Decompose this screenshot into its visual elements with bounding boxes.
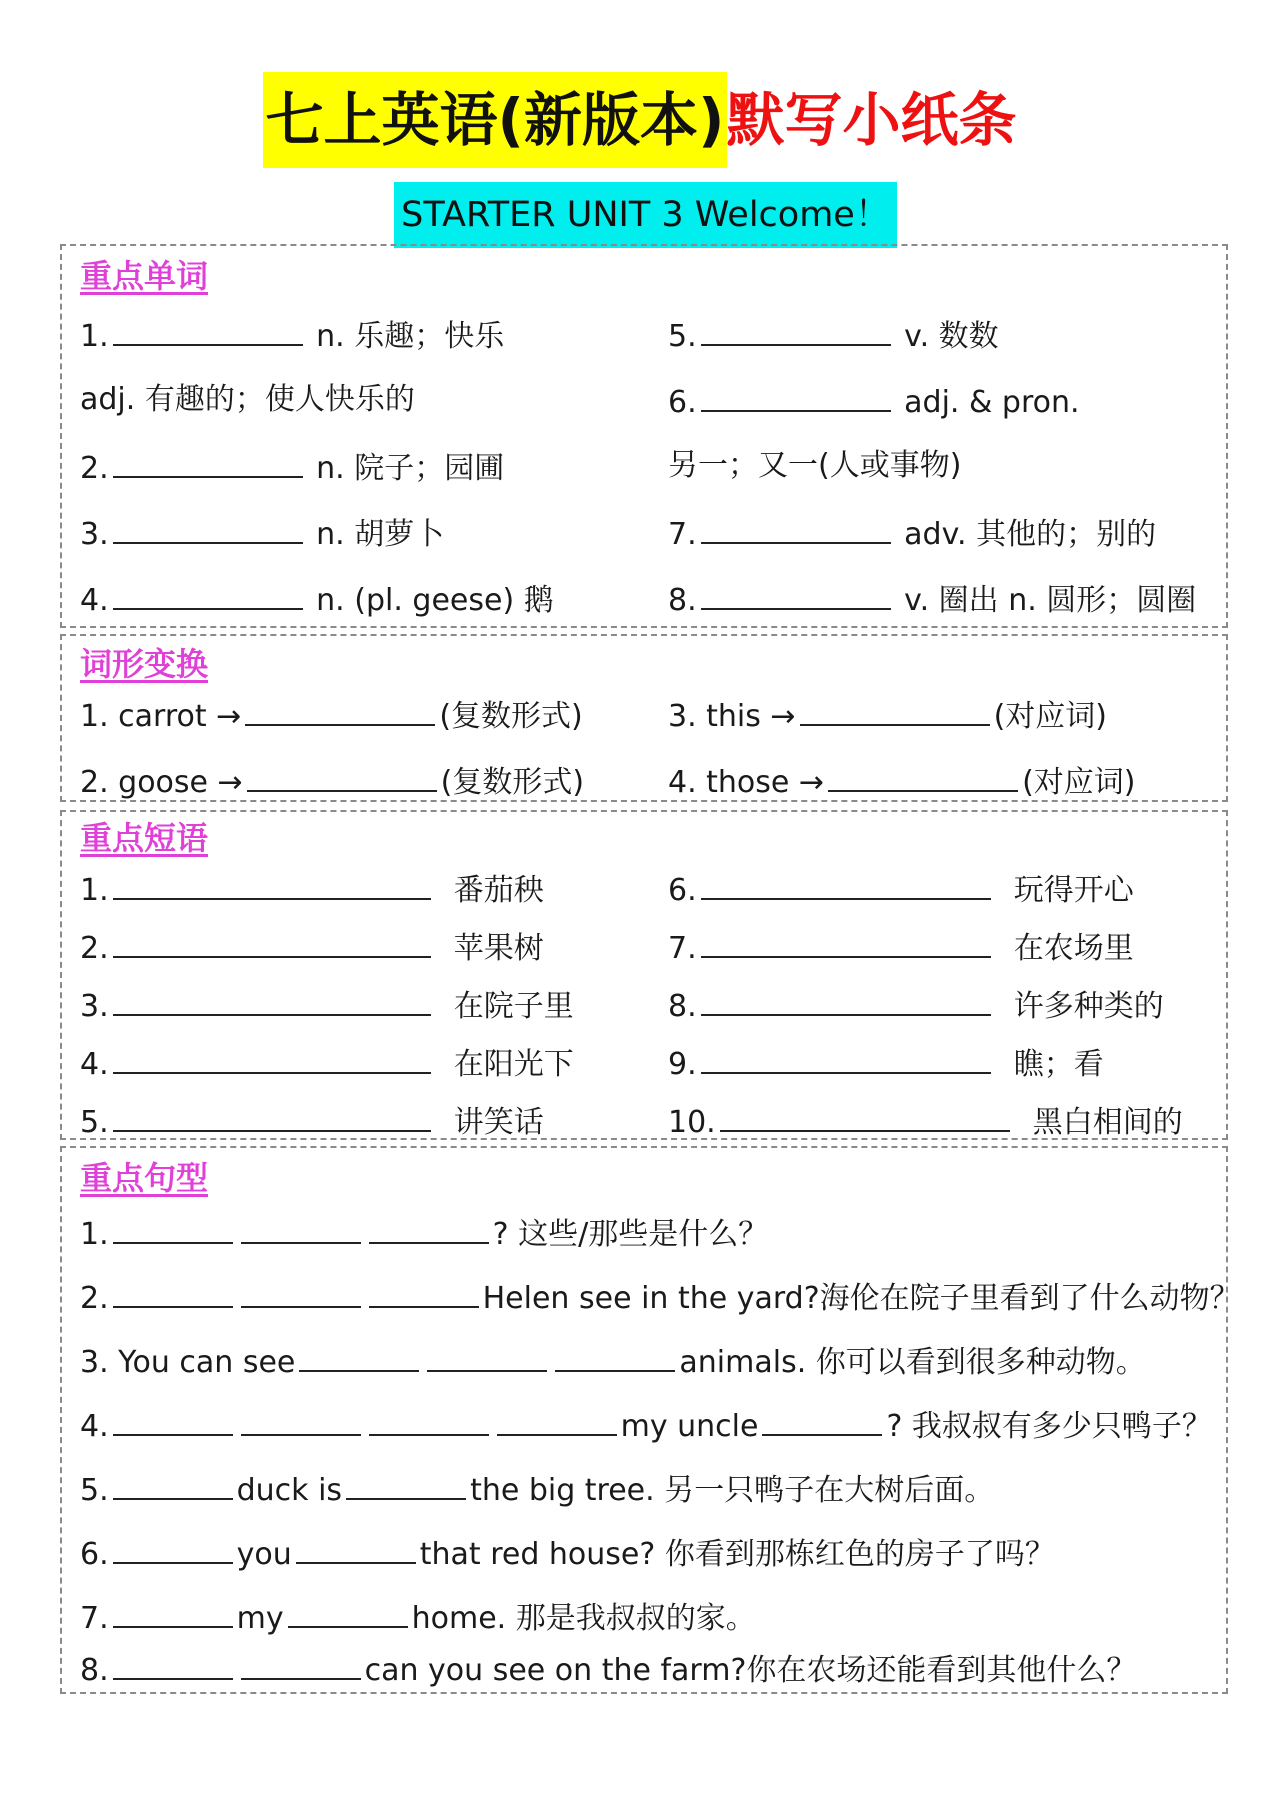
answer-blank[interactable] [720, 1100, 1010, 1132]
word-item-1: 1. n. 乐趣；快乐 [80, 314, 504, 357]
answer-blank[interactable] [113, 1212, 233, 1244]
phrases-heading: 重点短语 [80, 819, 209, 857]
answer-blank[interactable] [369, 1404, 489, 1436]
answer-blank[interactable] [701, 578, 891, 610]
word-item-8: 8. v. 圈出 n. 圆形；圆圈 [668, 578, 1196, 621]
answer-blank[interactable] [369, 1212, 489, 1244]
answer-blank[interactable] [113, 1042, 431, 1074]
answer-blank[interactable] [241, 1212, 361, 1244]
sentence-item-7: 7. my home. 那是我叔叔的家。 [80, 1596, 756, 1639]
answer-blank[interactable] [701, 512, 891, 544]
phrase-item-1: 1. 番茄秧 [80, 868, 544, 911]
answer-blank[interactable] [555, 1340, 675, 1372]
phrase-item-8: 8. 许多种类的 [668, 984, 1164, 1027]
answer-blank[interactable] [113, 926, 431, 958]
sentence-item-4: 4. my uncle ? 我叔叔有多少只鸭子？ [80, 1404, 1212, 1447]
phrase-item-3: 3. 在院子里 [80, 984, 574, 1027]
answer-blank[interactable] [701, 868, 991, 900]
answer-blank[interactable] [113, 1100, 431, 1132]
unit-subtitle: STARTER UNIT 3 Welcome！ [394, 182, 897, 248]
title-part-1: 七上英语(新版本) [263, 72, 726, 168]
answer-blank[interactable] [113, 1648, 233, 1680]
answer-blank[interactable] [828, 760, 1018, 792]
answer-blank[interactable] [762, 1404, 882, 1436]
phrases-section [60, 810, 1228, 1140]
sentences-section [60, 1146, 1240, 1694]
words-heading: 重点单词 [80, 257, 209, 295]
word-item-1-continued: adj. 有趣的；使人快乐的 [80, 382, 415, 417]
answer-blank[interactable] [346, 1468, 466, 1500]
form-item-3: 3. this → (对应词) [668, 694, 1107, 737]
answer-blank[interactable] [113, 1404, 233, 1436]
answer-blank[interactable] [113, 1532, 233, 1564]
word-item-6: 6. adj. & pron. [668, 380, 1080, 423]
answer-blank[interactable] [113, 446, 303, 478]
word-item-2: 2. n. 院子；园圃 [80, 446, 504, 489]
answer-blank[interactable] [299, 1340, 419, 1372]
answer-blank[interactable] [369, 1276, 479, 1308]
answer-blank[interactable] [113, 314, 303, 346]
word-item-5: 5. v. 数数 [668, 314, 999, 357]
sentence-item-3: 3. You can see animals. 你可以看到很多种动物。 [80, 1340, 1146, 1383]
answer-blank[interactable] [701, 984, 991, 1016]
forms-heading: 词形变换 [80, 645, 209, 683]
answer-blank[interactable] [701, 314, 891, 346]
title-part-2: 默写小纸条 [726, 86, 1017, 154]
answer-blank[interactable] [427, 1340, 547, 1372]
answer-blank[interactable] [245, 694, 435, 726]
answer-blank[interactable] [241, 1648, 361, 1680]
answer-blank[interactable] [113, 512, 303, 544]
word-item-4: 4. n. (pl. geese) 鹅 [80, 578, 554, 621]
sentence-item-5: 5. duck is the big tree. 另一只鸭子在大树后面。 [80, 1468, 994, 1511]
phrase-item-6: 6. 玩得开心 [668, 868, 1134, 911]
answer-blank[interactable] [701, 380, 891, 412]
page-title [0, 72, 1280, 168]
form-item-2: 2. goose → (复数形式) [80, 760, 584, 803]
form-item-1: 1. carrot → (复数形式) [80, 694, 583, 737]
answer-blank[interactable] [113, 868, 431, 900]
answer-blank[interactable] [113, 578, 303, 610]
answer-blank[interactable] [113, 1276, 233, 1308]
forms-section [60, 634, 1228, 802]
answer-blank[interactable] [241, 1276, 361, 1308]
phrase-item-5: 5. 讲笑话 [80, 1100, 544, 1143]
sentence-item-8: 8. can you see on the farm?你在农场还能看到其他什么？ [80, 1648, 1136, 1691]
answer-blank[interactable] [241, 1404, 361, 1436]
answer-blank[interactable] [497, 1404, 617, 1436]
answer-blank[interactable] [296, 1532, 416, 1564]
answer-blank[interactable] [113, 984, 431, 1016]
answer-blank[interactable] [288, 1596, 408, 1628]
phrase-item-2: 2. 苹果树 [80, 926, 544, 969]
phrase-item-7: 7. 在农场里 [668, 926, 1134, 969]
form-item-4: 4. those → (对应词) [668, 760, 1135, 803]
phrase-item-9: 9. 瞧；看 [668, 1042, 1104, 1085]
phrase-item-10: 10. 黑白相间的 [668, 1100, 1183, 1143]
sentence-item-6: 6. you that red house? 你看到那栋红色的房子了吗？ [80, 1532, 1055, 1575]
words-section [60, 244, 1228, 628]
answer-blank[interactable] [701, 1042, 991, 1074]
answer-blank[interactable] [800, 694, 990, 726]
answer-blank[interactable] [113, 1596, 233, 1628]
sentences-heading: 重点句型 [80, 1159, 209, 1197]
word-item-6-continued: 另一；又一(人或事物) [668, 448, 962, 483]
word-item-7: 7. adv. 其他的；别的 [668, 512, 1156, 555]
answer-blank[interactable] [113, 1468, 233, 1500]
answer-blank[interactable] [247, 760, 437, 792]
answer-blank[interactable] [701, 926, 991, 958]
sentence-item-1: 1. ? 这些/那些是什么？ [80, 1212, 768, 1255]
word-item-3: 3. n. 胡萝卜 [80, 512, 444, 555]
sentence-item-2: 2. Helen see in the yard?海伦在院子里看到了什么动物？ [80, 1276, 1240, 1319]
phrase-item-4: 4. 在阳光下 [80, 1042, 574, 1085]
